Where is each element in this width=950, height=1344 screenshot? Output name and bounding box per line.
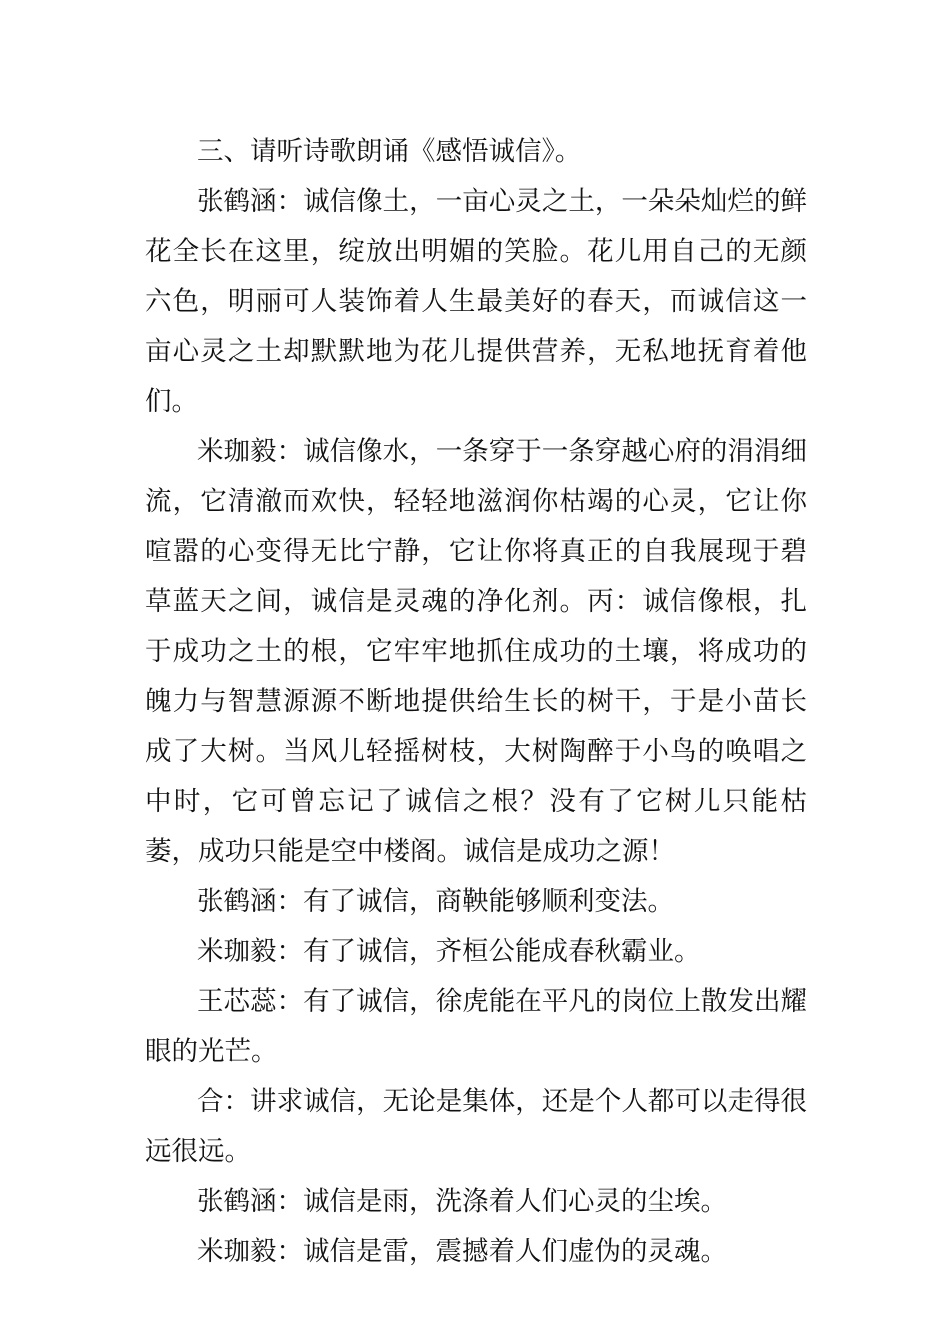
paragraph: 张鹤涵：有了诚信，商鞅能够顺利变法。 [197,886,674,917]
paragraph: 米珈毅：诚信是雷，震撼着人们虚伪的灵魂。 [197,1236,727,1267]
section-heading: 三、请听诗歌朗诵《感悟诚信》。 [197,136,582,167]
paragraph: 米珈毅：有了诚信，齐桓公能成春秋霸业。 [197,936,701,967]
paragraph: 王芯蕊：有了诚信，徐虎能在平凡的岗位上散发出耀眼的光芒。 [145,986,807,1067]
paragraph: 张鹤涵：诚信像土，一亩心灵之土，一朵朵灿烂的鲜花全长在这里，绽放出明媚的笑脸。花儿用自己的无颜六色，明丽可人装饰着人生最美好的春天，而诚信这一亩心灵之土却默默地为花儿提供营养，无私地抚育着他们。 [145,186,807,417]
document-body [145,127,807,1277]
paragraph: 米珈毅：诚信像水，一条穿于一条穿越心府的涓涓细流，它清澈而欢快，轻轻地滋润你枯竭的心灵，它让你喧嚣的心变得无比宁静，它让你将真正的自我展现于碧草蓝天之间，诚信是灵魂的净化剂。丙：诚信像根，扎于成功之土的根，它牢牢地抓住成功的土壤，将成功的魄力与智慧源源不断地提供给生长的树干，于是小苗长成了大树。当风儿轻摇树枝，大树陶醉于小鸟的唤唱之中时，它可曾忘记了诚信之根？没有了它树儿只能枯萎，成功只能是空中楼阁。诚信是成功之源！ [145,436,807,867]
paragraph: 合：讲求诚信，无论是集体，还是个人都可以走得很远很远。 [145,1086,807,1167]
paragraph: 张鹤涵：诚信是雨，洗涤着人们心灵的尘埃。 [197,1186,727,1217]
